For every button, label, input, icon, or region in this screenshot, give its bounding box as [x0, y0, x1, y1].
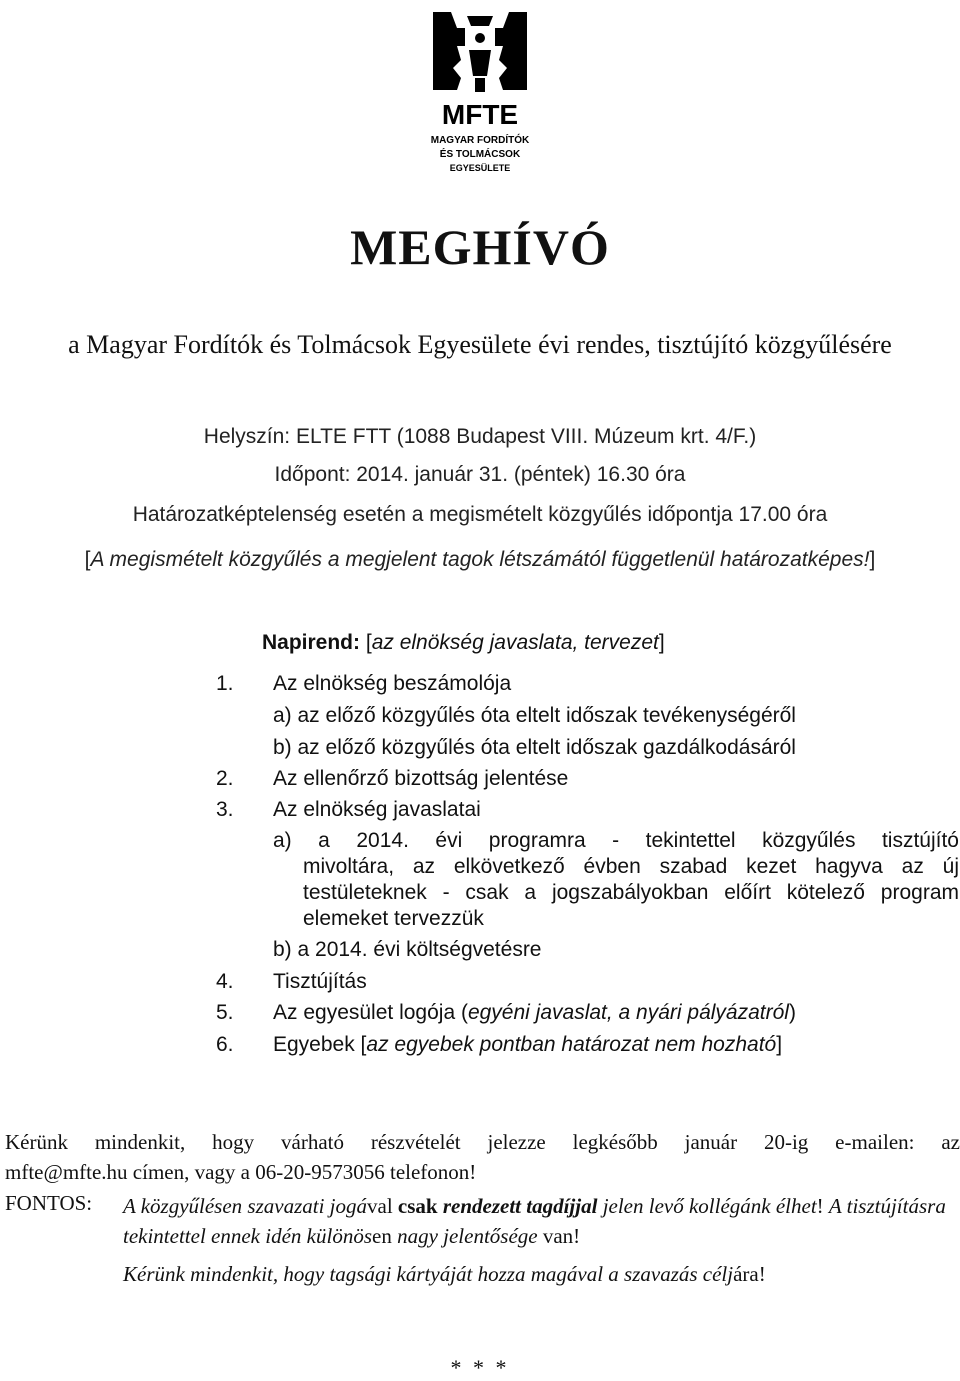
agenda-heading-label: Napirend: — [262, 631, 361, 654]
important-p1-part7: ! — [816, 1194, 829, 1218]
registration-request-line1: Kérünk mindenkit, hogy várható részvételét jelezze legkésőbb január 20-ig e-mailen: az — [5, 1130, 960, 1154]
agenda-item-1-sub-a: a) az előző közgyűlés óta eltelt időszak tevékenységéről — [273, 704, 796, 727]
quorum-note-text: A megismételt közgyűlés a megjelent tagok létszámától függetlenül határozatképes! — [90, 548, 870, 571]
quorum-note-open: [ — [84, 548, 91, 571]
agenda-item-2-text: Az ellenőrző bizottság jelentése — [273, 767, 569, 790]
agenda-item-1-number: 1. — [216, 672, 234, 695]
important-p1-part5: rendezett tagdíjjal — [442, 1194, 598, 1218]
document-title: MEGHÍVÓ — [350, 219, 610, 275]
agenda-item-4-number: 4. — [216, 970, 234, 993]
important-paragraph-1 — [123, 1191, 953, 1251]
agenda-item-5-text-after: ) — [788, 1001, 796, 1024]
registration-request-line2: mfte@mfte.hu címen, vagy a 06-20-9573056 telefonon! — [5, 1160, 477, 1184]
logo-text-mfte: MFTE — [441, 99, 519, 130]
agenda-item-6-text — [273, 1033, 782, 1057]
quorum-note-close: ] — [869, 548, 876, 571]
agenda-item-6-text-after: ] — [776, 1033, 783, 1056]
important-p1-part9: en — [372, 1224, 398, 1248]
important-text — [123, 1191, 953, 1289]
fallback-time-line: Határozatképtelenség esetén a megismételt közgyűlés időpontja 17.00 óra — [132, 503, 828, 526]
important-p1-part10: nagy jelentősége — [397, 1224, 538, 1248]
agenda-item-3-sub-a-rest: mivoltára, az elkövetkező évben szabad kezet hagyva az új testületeknek - csak a jogszabályokban előírt kötelező program elemeket tervezzük — [303, 855, 959, 930]
important-paragraph-2 — [123, 1259, 953, 1289]
agenda-heading-close: ] — [658, 631, 665, 654]
agenda-item-5-number: 5. — [216, 1001, 234, 1024]
quorum-note — [0, 548, 960, 572]
agenda-item-5-text-before: Az egyesület logója ( — [273, 1001, 468, 1024]
agenda-item-3-sub-b: b) a 2014. évi költségvetésre — [273, 938, 542, 961]
agenda-heading — [262, 631, 665, 655]
closing-stars: * * * — [450, 1355, 510, 1380]
agenda-item-5-text-italic: egyéni javaslat, a nyári pályázatról — [467, 1001, 789, 1024]
mfte-logo — [405, 6, 555, 178]
important-p1-part6: jelen levő kollégánk élhet — [597, 1194, 817, 1218]
agenda-item-4-text: Tisztújítás — [273, 970, 367, 993]
agenda-item-6-number: 6. — [216, 1033, 234, 1056]
important-p2-part2: ára! — [733, 1262, 766, 1286]
important-p1-part8: A tisztújításra tekintettel ennek idén különös — [123, 1194, 946, 1248]
logo-text-line2: ÉS TOLMÁCSOK — [439, 149, 521, 160]
logo-text-line1: MAGYAR FORDÍTÓK — [430, 135, 530, 146]
agenda-heading-note: az elnökség javaslata, tervezet — [371, 631, 659, 654]
agenda-item-3-sub-a-first: a) a 2014. évi programra - tekintettel közgyűlés tisztújító — [273, 829, 959, 852]
agenda-item-3-text: Az elnökség javaslatai — [273, 798, 481, 821]
location-line: Helyszín: ELTE FTT (1088 Budapest VIII. Múzeum krt. 4/F.) — [203, 425, 757, 448]
document-subtitle: a Magyar Fordítók és Tolmácsok Egyesülete évi rendes, tisztújító közgyűlésére — [68, 330, 892, 359]
agenda-item-1-sub-b: b) az előző közgyűlés óta eltelt időszak gazdálkodásáról — [273, 736, 796, 759]
agenda-heading-open: [ — [365, 631, 372, 654]
important-p1-part3: csak — [397, 1194, 438, 1218]
important-p1-part11: van! — [537, 1224, 581, 1248]
agenda-item-2-number: 2. — [216, 767, 234, 790]
agenda-item-5-text — [273, 1001, 796, 1025]
agenda-item-6-text-italic: az egyebek pontban határozat nem hozható — [366, 1033, 777, 1056]
time-line: Időpont: 2014. január 31. (péntek) 16.30 óra — [274, 463, 686, 486]
registration-request — [5, 1127, 960, 1187]
important-label: FONTOS: — [5, 1191, 93, 1215]
important-p2-part1: Kérünk mindenkit, hogy tagsági kártyáját hozza magával a szavazás célj — [123, 1262, 734, 1286]
agenda-item-3-number: 3. — [216, 798, 234, 821]
agenda-item-6-text-before: Egyebek [ — [273, 1033, 367, 1056]
logo-text-line3: EGYESÜLETE — [449, 163, 511, 173]
agenda-item-1-text: Az elnökség beszámolója — [273, 672, 512, 695]
important-p1-part2: val — [367, 1194, 398, 1218]
mfte-logo-graphic — [405, 6, 555, 178]
important-p1-part1: A közgyűlésen szavazati jogá — [123, 1194, 368, 1218]
